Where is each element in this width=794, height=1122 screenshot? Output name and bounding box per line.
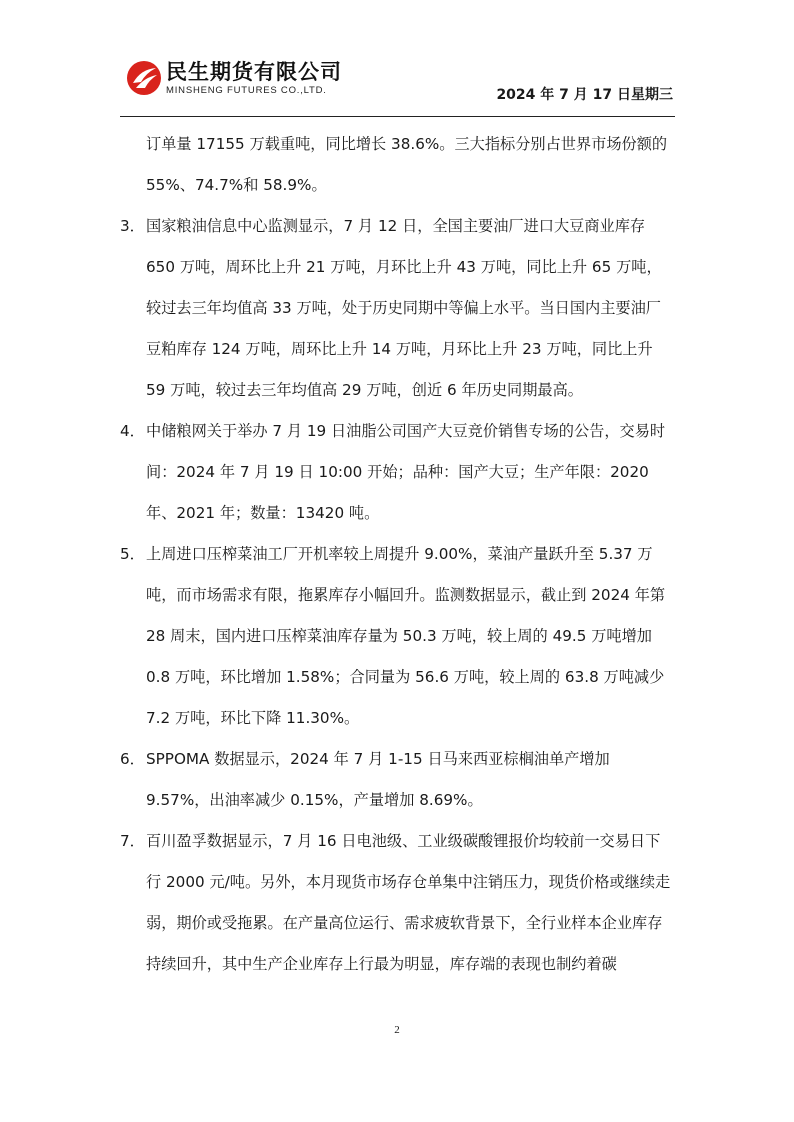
- company-name-en: MINSHENG FUTURES CO.,LTD.: [166, 85, 327, 96]
- company-name-cn: 民生期货有限公司: [166, 60, 342, 84]
- item-number: 3．: [120, 217, 145, 235]
- news-item-5: [120, 534, 675, 739]
- item-text: SPPOMA 数据显示，2024 年 7 月 1-15 日马来西亚棕榈油单产增加 9.57%，出油率减少 0.15%，产量增加 8.69%。: [146, 750, 610, 809]
- news-item-4: [120, 411, 675, 534]
- report-body: [120, 124, 675, 985]
- report-date: 2024 年 7 月 17 日星期三: [496, 87, 673, 103]
- item-number: 6．: [120, 750, 145, 768]
- item-number: 5．: [120, 545, 145, 563]
- item-number: 7．: [120, 832, 145, 850]
- item-text: 上周进口压榨菜油工厂开机率较上周提升 9.00%，菜油产量跃升至 5.37 万吨，而市场需求有限，拖累库存小幅回升。监测数据显示，截止到 2024 年第 28 周末，国内进口压榨菜油库存量为 50.3 万吨，较上周的 49.5 万吨增加 0.8 万吨，环比增加 1.58%；合同量为 56.6 万吨，较上周的 63.8 万吨减少 7.2 万吨，环比下降 11.30%。: [146, 545, 666, 727]
- intro-paragraph: [120, 124, 675, 206]
- news-item-6: [120, 739, 675, 821]
- intro-text: 订单量 17155 万载重吨，同比增长 38.6%。三大指标分别占世界市场份额的 55%、74.7%和 58.9%。: [146, 135, 668, 194]
- page-number: 2: [394, 1024, 400, 1036]
- company-logo-icon: [126, 60, 162, 96]
- item-number: 4．: [120, 422, 145, 440]
- news-item-7: [120, 821, 675, 985]
- item-text: 中储粮网关于举办 7 月 19 日油脂公司国产大豆竞价销售专场的公告，交易时间：2024 年 7 月 19 日 10:00 开始；品种：国产大豆；生产年限：2020 年、2021 年；数量：13420 吨。: [146, 422, 666, 522]
- item-text: 国家粮油信息中心监测显示，7 月 12 日，全国主要油厂进口大豆商业库存 650 万吨，周环比上升 21 万吨，月环比上升 43 万吨，同比上升 65 万吨，较过去三年均值高 33 万吨，处于历史同期中等偏上水平。当日国内主要油厂豆粕库存 124 万吨，周环比上升 14 万吨，月环比上升 23 万吨，同比上升 59 万吨，较过去三年均值高 29 万吨，创近 6 年历史同期最高。: [146, 217, 662, 399]
- news-item-3: [120, 206, 675, 411]
- item-text: 百川盈孚数据显示，7 月 16 日电池级、工业级碳酸锂报价均较前一交易日下行 2000 元/吨。另外，本月现货市场存仓单集中注销压力，现货价格或继续走弱，期价或受拖累。在产量高位运行、需求疲软背景下，全行业样本企业库存持续回升，其中生产企业库存上行最为明显，库存端的表现也制约着碳: [146, 832, 671, 973]
- page-header: [120, 54, 675, 114]
- header-divider: [120, 116, 675, 117]
